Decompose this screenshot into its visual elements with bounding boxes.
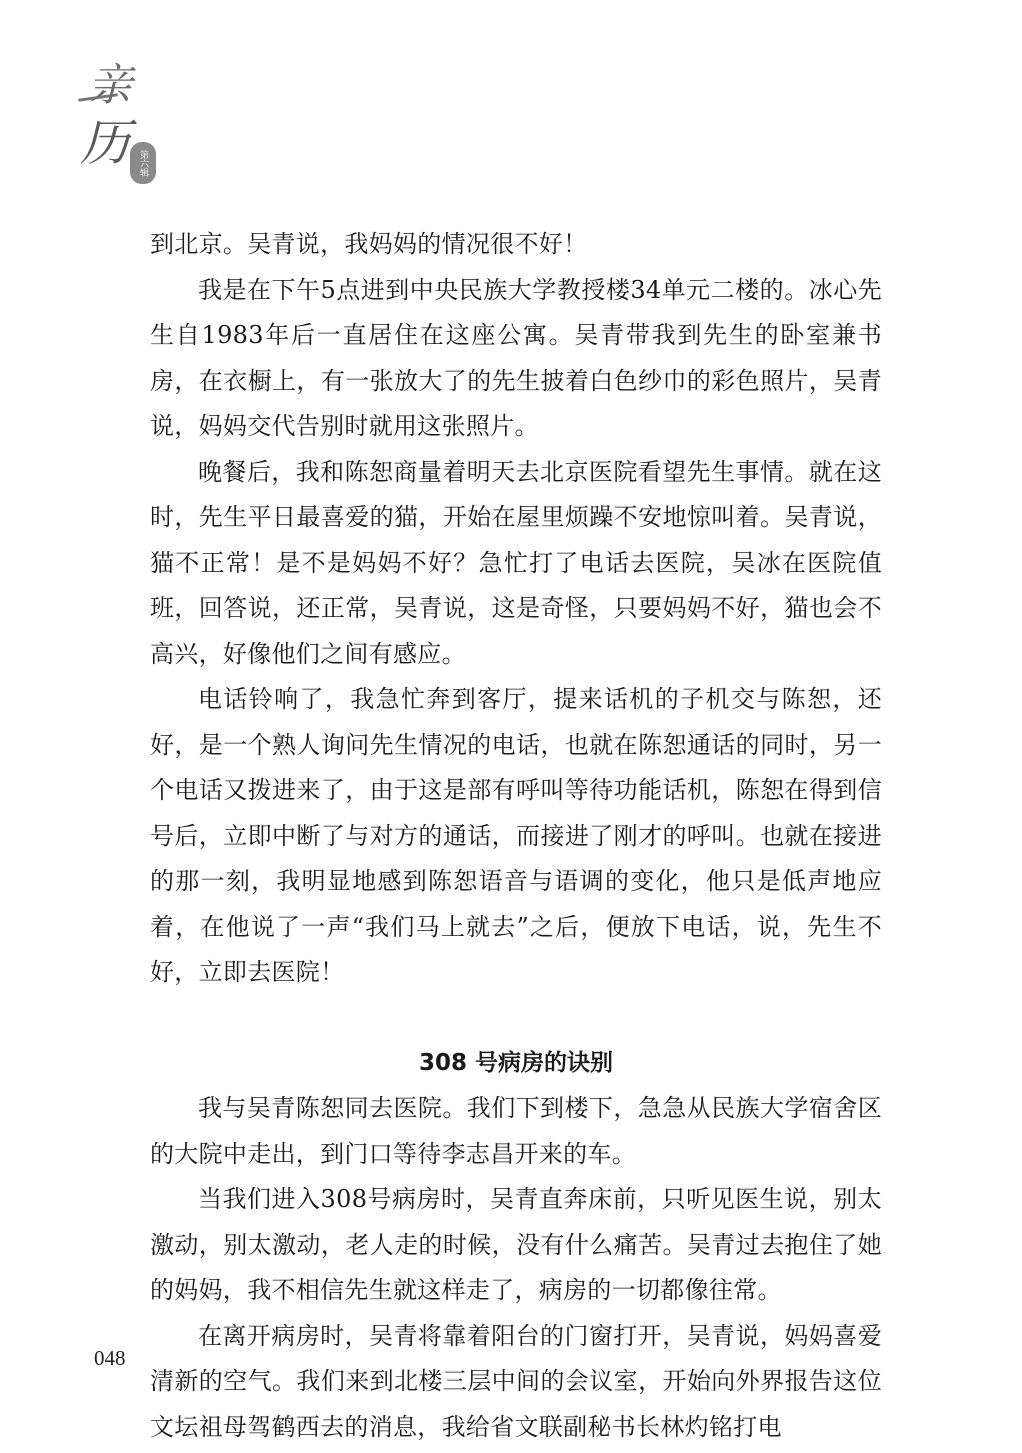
section-gap xyxy=(150,996,882,1041)
page-body xyxy=(150,222,882,1450)
text-block-part2 xyxy=(150,1086,882,1450)
book-series-logo xyxy=(78,62,162,184)
paragraph: 我是在下午5点进到中央民族大学教授楼34单元二楼的。冰心先生自1983年后一直居住在这座公寓。吴青带我到先生的卧室兼书房，在衣橱上，有一张放大了的先生披着白色纱巾的彩色照片，吴青说，妈妈交代告别时就用这张照片。 xyxy=(150,275,882,440)
logo-seal xyxy=(130,142,156,184)
text-block-part1 xyxy=(150,222,882,996)
paragraph: 晚餐后，我和陈恕商量着明天去北京医院看望先生事情。就在这时，先生平日最喜爱的猫，开始在屋里烦躁不安地惊叫着。吴青说，猫不正常！是不是妈妈不好？急忙打了电话去医院，吴冰在医院值班，回答说，还正常，吴青说，这是奇怪，只要妈妈不好，猫也会不高兴，好像他们之间有感应。 xyxy=(150,457,882,668)
logo-char-bottom: 历 xyxy=(80,114,130,172)
paragraph: 电话铃响了，我急忙奔到客厅，提来话机的子机交与陈恕，还好，是一个熟人询问先生情况的电话，也就在陈恕通话的同时，另一个电话又拨进来了，由于这是部有呼叫等待功能话机，陈恕在得到信号后，立即中断了与对方的通话，而接进了刚才的呼叫。也就在接进的那一刻，我明显地感到陈恕语音与语调的变化，他只是低声地应着，在他说了一声“我们马上就去”之后，便放下电话，说，先生不好，立即去医院！ xyxy=(150,685,882,986)
paragraph: 到北京。吴青说，我妈妈的情况很不好！ xyxy=(150,230,588,258)
paragraph: 在离开病房时，吴青将靠着阳台的门窗打开，吴青说，妈妈喜爱清新的空气。我们来到北楼三层中间的会议室，开始向外界报告这位文坛祖母驾鹤西去的消息，我给省文联副秘书长林灼铭打电 xyxy=(150,1321,882,1441)
logo-char-top: 亲 xyxy=(88,60,132,111)
paragraph: 我与吴青陈恕同去医院。我们下到楼下，急急从民族大学宿舍区的大院中走出，到门口等待李志昌开来的车。 xyxy=(150,1094,882,1168)
section-title: 308 号病房的诀别 xyxy=(418,1049,614,1076)
logo-seal-text: 第六辑 xyxy=(138,149,148,177)
paragraph: 当我们进入308号病房时，吴青直奔床前，只听见医生说，别太激动，别太激动，老人走的时候，没有什么痛苦。吴青过去抱住了她的妈妈，我不相信先生就这样走了，病房的一切都像往常。 xyxy=(150,1185,882,1304)
page-number: 048 xyxy=(94,1346,126,1370)
